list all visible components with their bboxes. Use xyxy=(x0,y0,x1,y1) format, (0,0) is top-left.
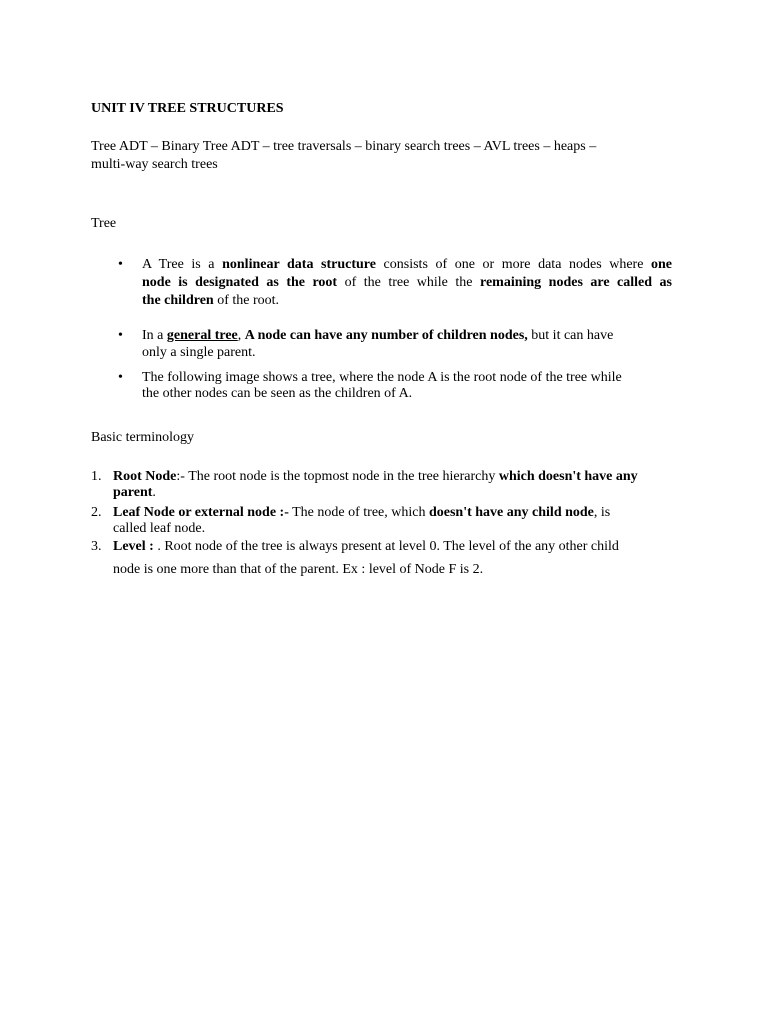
bullet-icon: • xyxy=(118,257,123,272)
text-run-bold: parent xyxy=(113,485,153,500)
text-run: of the root. xyxy=(213,293,280,308)
text-run-bold: Level : xyxy=(113,539,158,554)
page-title: UNIT IV TREE STRUCTURES xyxy=(91,101,284,116)
list-number: 3. xyxy=(91,539,102,554)
text-run-bold: one xyxy=(651,257,672,272)
text-run: The node of tree, which xyxy=(288,505,429,520)
text-run: . xyxy=(152,485,156,500)
list-number: 2. xyxy=(91,505,102,520)
topics-line-2: multi-way search trees xyxy=(91,157,218,172)
topics-line-1: Tree ADT – Binary Tree ADT – tree traversals – binary search trees – AVL trees – heaps – xyxy=(91,139,597,154)
text-run: but it can have xyxy=(527,328,614,343)
item-3-line-1 xyxy=(113,538,619,556)
tree-section-title: Tree xyxy=(91,216,117,231)
text-run-bold: Root Node xyxy=(113,469,177,484)
bullet-icon: • xyxy=(118,328,123,343)
item-1-line-1 xyxy=(113,468,638,486)
bullet-3-line-1: The following image shows a tree, where the node A is the root node of the tree while xyxy=(142,370,622,385)
text-run-bold: remaining nodes are called as xyxy=(479,275,672,290)
text-run-bold: Leaf Node or external node :- xyxy=(113,505,289,520)
text-run-bold: nonlinear data structure xyxy=(222,257,376,272)
text-run-bold: doesn't have any child node xyxy=(428,505,594,520)
text-run: , is xyxy=(593,505,611,520)
terminology-title: Basic terminology xyxy=(91,430,195,445)
text-run: In a xyxy=(142,328,167,343)
bullet-2-line-1 xyxy=(142,327,613,345)
bullet-1-line-3 xyxy=(142,292,279,310)
item-1-line-2 xyxy=(113,484,156,502)
bullet-icon: • xyxy=(118,370,123,385)
text-run-bold: the children xyxy=(142,293,214,308)
text-run-bold: A node can have any number of children nodes, xyxy=(244,328,528,343)
bullet-2-line-2: only a single parent. xyxy=(142,345,256,360)
bullet-1-line-2 xyxy=(142,274,672,292)
text-run: A Tree is a xyxy=(142,257,223,272)
text-run-bold: node is designated as the root xyxy=(142,275,338,290)
text-run: . Root node of the tree is always present at level 0. The level of the any other child xyxy=(157,539,619,554)
item-2-line-2: called leaf node. xyxy=(113,521,206,536)
text-run-bold-underlined: general tree xyxy=(166,328,238,343)
text-run-bold: which doesn't have any xyxy=(498,469,638,484)
text-run: :- The root node is the topmost node in the tree hierarchy xyxy=(176,469,499,484)
bullet-3-line-2: the other nodes can be seen as the children of A. xyxy=(142,386,413,401)
bullet-1-line-1 xyxy=(142,256,672,274)
item-3-line-2: node is one more than that of the parent. Ex : level of Node F is 2. xyxy=(113,562,484,577)
list-number: 1. xyxy=(91,469,102,484)
text-run: , xyxy=(237,328,245,343)
text-run: of the tree while the xyxy=(337,275,480,290)
text-run: consists of one or more data nodes where xyxy=(375,257,651,272)
